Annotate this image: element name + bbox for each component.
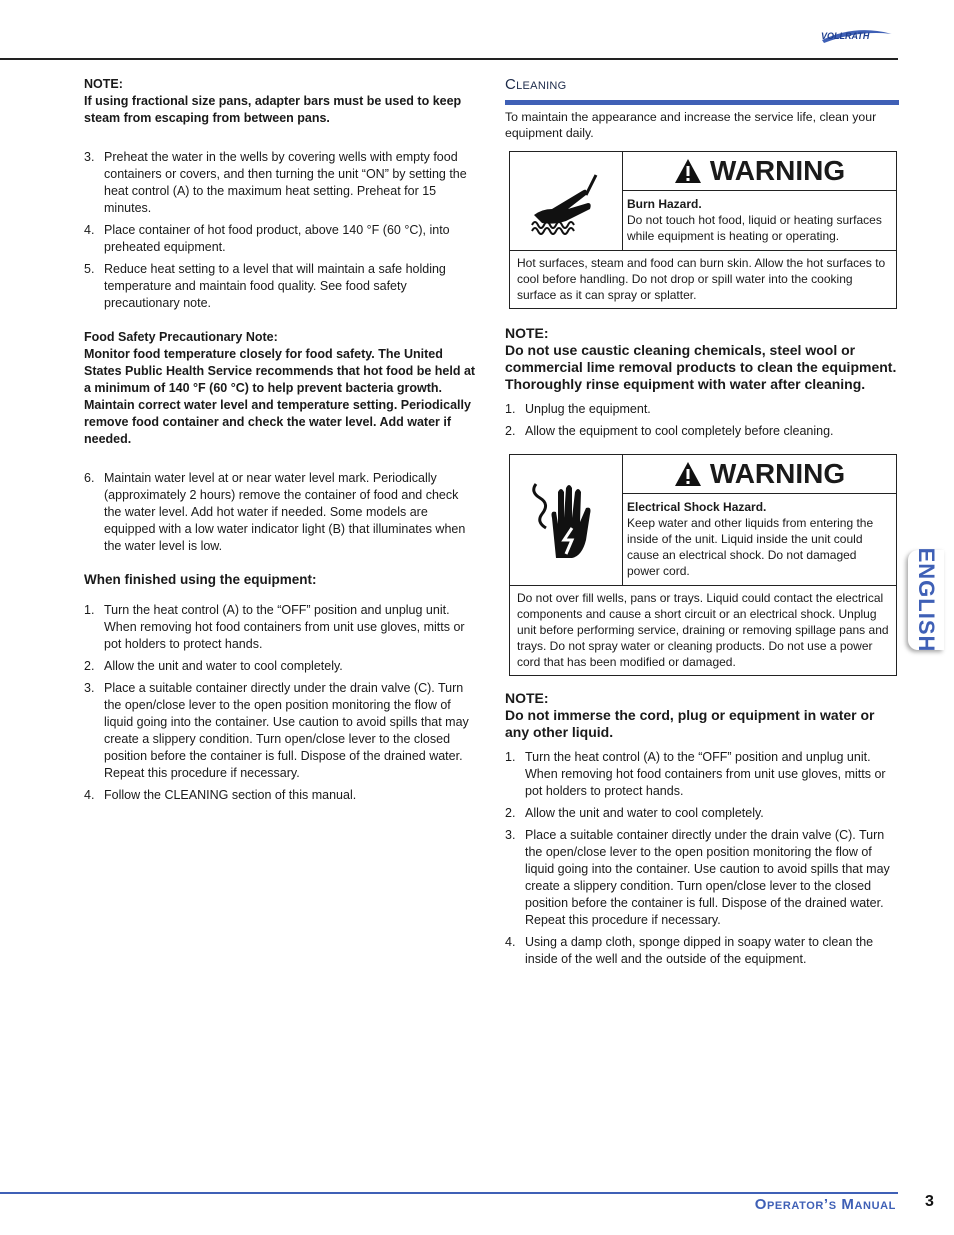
cleaning-intro: To maintain the appearance and increase the service life, clean your equipment daily. bbox=[505, 110, 877, 140]
note-chemicals bbox=[505, 325, 899, 393]
electrical-shock-icon bbox=[510, 455, 623, 585]
list-item: 3. Place a suitable container directly under the drain valve (C). Turn the open/close lever to the open position monitoring the flow of liquid going into the container. Use caution to avoid spills that may create a slippery condition. Turn open/close lever to the closed position before the container is full. Dispose of the drained water. Repeat this procedure if necessary. bbox=[505, 828, 890, 927]
warning-box-burn bbox=[509, 151, 897, 309]
list-item: 1. Unplug the equipment. bbox=[505, 402, 651, 416]
note-label: NOTE: bbox=[505, 690, 549, 706]
list-item: 2. Allow the unit and water to cool completely. bbox=[505, 806, 764, 820]
food-safety-text: Monitor food temperature closely for food safety. The United States Public Health Service recommends that hot food be held at a minimum of 140 °F (60 °C) to help prevent bacteria growth. Maintain correct water level and temperature setting. Periodically remove food container and check the water level. Add water if needed. bbox=[84, 347, 476, 446]
list-item: 5. Reduce heat setting to a level that will maintain a safe holding temperature and maintain food quality. See food safety precautionary note. bbox=[84, 262, 446, 310]
footer-rule bbox=[0, 1192, 898, 1194]
steps-water-level bbox=[84, 470, 478, 555]
hazard-desc: Do not touch hot food, liquid or heating surfaces while equipment is heating or operating. bbox=[627, 213, 882, 243]
hazard-label: Burn Hazard. bbox=[627, 197, 702, 211]
list-item: 1. Turn the heat control (A) to the “OFF” position and unplug unit. When removing hot food containers from unit use gloves, mitts or pot holders to protect hands. bbox=[84, 603, 465, 651]
warning-body: Hot surfaces, steam and food can burn skin. Allow the hot surfaces to cool before handling. Do not drop or spill water into the cooking surface as it can spray or splatter. bbox=[517, 256, 886, 302]
note-adapter-bars bbox=[84, 76, 478, 127]
note-text: Do not immerse the cord, plug or equipment in water or any other liquid. bbox=[505, 707, 875, 740]
list-item: 2. Allow the equipment to cool completely before cleaning. bbox=[505, 424, 834, 438]
warning-triangle-icon bbox=[674, 158, 702, 184]
list-item: 1. Turn the heat control (A) to the “OFF” position and unplug unit. When removing hot food containers from unit use gloves, mitts or pot holders to protect hands. bbox=[505, 750, 886, 798]
warning-title: WARNING bbox=[623, 152, 896, 191]
page-number: 3 bbox=[925, 1193, 934, 1210]
logo-text: VOLLRATH bbox=[821, 31, 870, 41]
warning-body: Do not over fill wells, pans or trays. Liquid could contact the electrical components and cause a short circuit or an electrical shock. Unplug unit before performing service, draining or removing spillage pans and trays. Do not spray water or cleaning products. Do not use a power cord that has been modified or damaged. bbox=[517, 591, 889, 669]
section-bar bbox=[505, 100, 899, 105]
list-item: 4. Follow the CLEANING section of this manual. bbox=[84, 788, 357, 802]
burn-hazard-icon bbox=[510, 152, 623, 250]
header-rule bbox=[0, 58, 898, 60]
left-column bbox=[84, 76, 478, 809]
steps-cleaning bbox=[505, 749, 899, 968]
note-immerse bbox=[505, 690, 899, 741]
note-text: Do not use caustic cleaning chemicals, steel wool or commercial lime removal products to clean the equipment. Thoroughly rinse equipment with water after cleaning. bbox=[505, 342, 897, 392]
list-item: 4. Using a damp cloth, sponge dipped in soapy water to clean the inside of the well and the outside of the equipment. bbox=[505, 935, 874, 966]
language-tab-label: ENGLISH bbox=[914, 547, 939, 653]
list-item: 4. Place container of hot food product, above 140 °F (60 °C), into preheated equipment. bbox=[84, 223, 450, 254]
list-item: 2. Allow the unit and water to cool completely. bbox=[84, 659, 343, 673]
section-title-cleaning: Cleaning bbox=[505, 76, 567, 93]
steps-finished bbox=[84, 602, 478, 804]
finished-heading: When finished using the equipment: bbox=[84, 572, 317, 587]
food-safety-note bbox=[84, 329, 478, 448]
warning-title: WARNING bbox=[623, 455, 896, 494]
hazard-desc: Keep water and other liquids from entering the inside of the unit. Liquid inside the unit could cause an electrical shock. Do not damaged power cord. bbox=[627, 516, 874, 578]
vollrath-logo bbox=[818, 26, 894, 46]
warning-triangle-icon bbox=[674, 461, 702, 487]
right-column bbox=[505, 76, 899, 973]
footer-label: Operator’s Manual bbox=[754, 1196, 896, 1213]
warning-box-shock bbox=[509, 454, 897, 676]
steps-prepare-cleaning bbox=[505, 401, 899, 440]
language-tab-english bbox=[908, 547, 944, 653]
food-safety-label: Food Safety Precautionary Note: bbox=[84, 330, 278, 344]
note-label: NOTE: bbox=[84, 77, 123, 91]
list-item: 3. Place a suitable container directly under the drain valve (C). Turn the open/close lever to the open position monitoring the flow of liquid going into the container. Use caution to avoid spills that may create a slippery condition. Turn open/close lever to the closed position before the container is full. Dispose of the drained water. Repeat this procedure if necessary. bbox=[84, 681, 469, 780]
list-item: 3. Preheat the water in the wells by covering wells with empty food containers or covers, and then turning the unit “ON” by setting the heat control (A) to the maximum heat setting. Preheat for 15 minutes. bbox=[84, 150, 467, 215]
note-label: NOTE: bbox=[505, 325, 549, 341]
steps-preheat bbox=[84, 149, 478, 312]
list-item: 6. Maintain water level at or near water level mark. Periodically (approximately 2 hours) remove the container of food and check the water level. Add hot water if needed. Some models are equipped with a low water indicator light (B) that illuminates when the water level is low. bbox=[84, 471, 466, 553]
note-text: If using fractional size pans, adapter bars must be used to keep steam from escaping from between pans. bbox=[84, 94, 462, 125]
hazard-label: Electrical Shock Hazard. bbox=[627, 500, 767, 514]
